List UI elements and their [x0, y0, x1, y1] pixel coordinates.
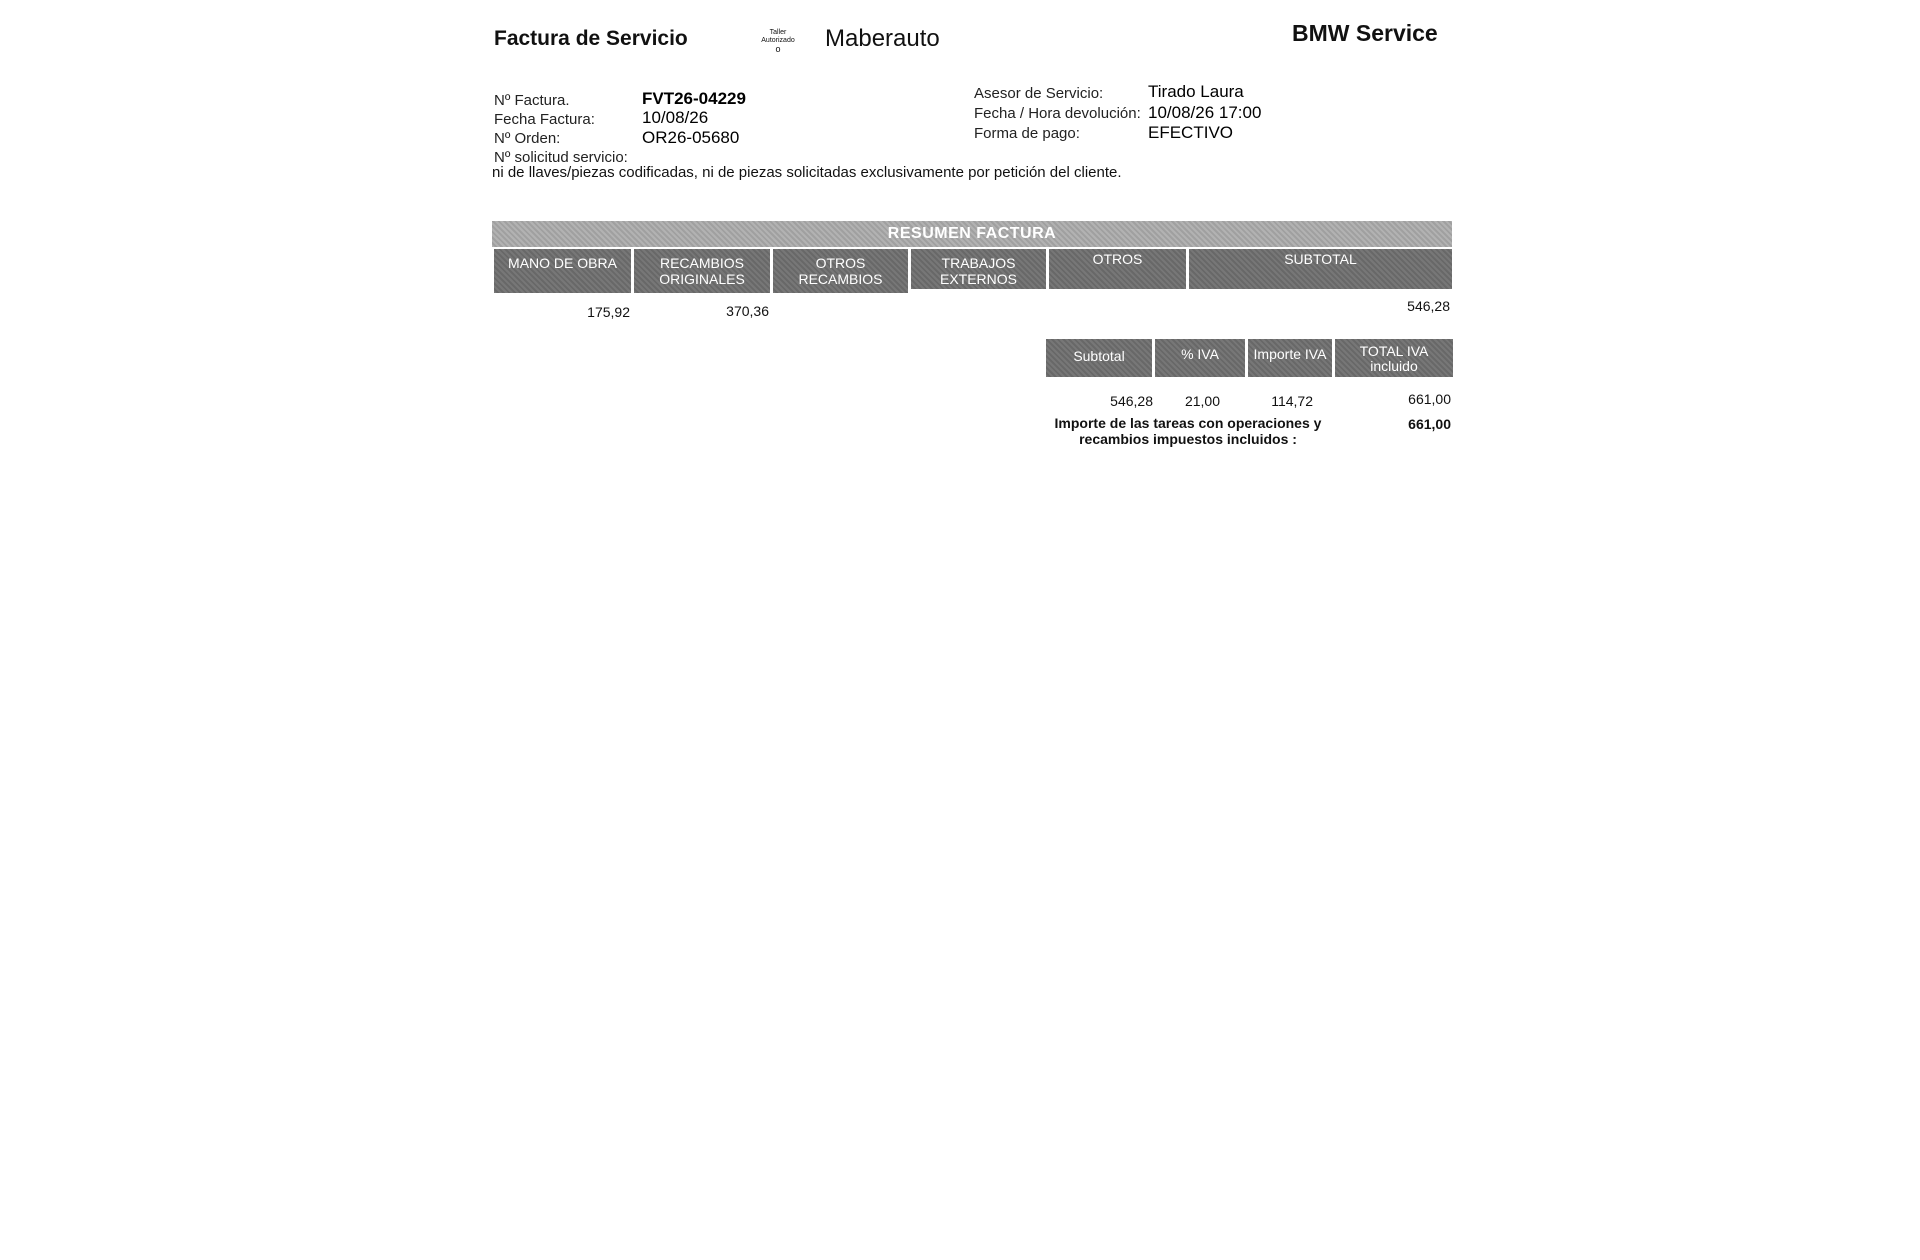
invoice-date-label: Fecha Factura:	[494, 111, 595, 128]
col-original-parts: RECAMBIOS ORIGINALES	[634, 249, 770, 293]
col-others: OTROS	[1049, 249, 1186, 289]
service-advisor: Tirado Laura	[1148, 82, 1244, 101]
workshop-mark-line2: Autorizado	[761, 37, 795, 44]
col-other-parts: OTROS RECAMBIOS	[773, 249, 908, 293]
labor-value: 175,92	[587, 304, 630, 320]
vat-col-amount: Importe IVA	[1248, 339, 1332, 377]
brand-name: BMW Service	[1292, 20, 1438, 46]
col-external-work: TRABAJOS EXTERNOS	[911, 249, 1046, 289]
vat-amount-value: 114,72	[1271, 393, 1313, 409]
col-labor: MANO DE OBRA	[494, 249, 631, 293]
service-advisor-label: Asesor de Servicio:	[974, 85, 1104, 102]
vat-subtotal-value: 546,28	[1110, 393, 1153, 409]
return-datetime: 10/08/26 17:00	[1148, 103, 1262, 122]
return-datetime-label: Fecha / Hora devolución:	[974, 105, 1141, 122]
summary-subtotal-value: 546,28	[1407, 298, 1450, 314]
vat-col-total: TOTAL IVA incluido	[1335, 339, 1453, 377]
invoice-note: ni de llaves/piezas codificadas, ni de piezas solicitadas exclusivamente por petición del cliente.	[492, 164, 1122, 181]
vat-total-value: 661,00	[1408, 391, 1451, 407]
vat-col-percent: % IVA	[1155, 339, 1245, 377]
service-request-label: Nº solicitud servicio:	[494, 149, 628, 166]
original-parts-value: 370,36	[726, 303, 769, 319]
col-subtotal: SUBTOTAL	[1189, 249, 1452, 289]
payment-method: EFECTIVO	[1148, 123, 1234, 142]
invoice-date: 10/08/26	[642, 108, 709, 127]
dealer-name: Maberauto	[825, 25, 940, 52]
total-amount-label: Importe de las tareas con operaciones y recambios impuestos incluidos :	[1054, 415, 1322, 447]
document-title: Factura de Servicio	[494, 27, 688, 50]
total-amount-value: 661,00	[1408, 416, 1451, 432]
vat-col-subtotal: Subtotal	[1046, 339, 1152, 377]
order-number-label: Nº Orden:	[494, 130, 561, 147]
workshop-mark-line1: Taller	[769, 29, 787, 36]
vat-percent-value: 21,00	[1184, 393, 1220, 409]
summary-header: RESUMEN FACTURA	[492, 221, 1452, 247]
authorized-workshop-mark	[754, 29, 802, 54]
invoice-number: FVT26-04229	[642, 89, 746, 108]
payment-method-label: Forma de pago:	[974, 125, 1080, 142]
order-number: OR26-05680	[642, 128, 740, 147]
invoice-number-label: Nº Factura.	[494, 92, 570, 109]
workshop-mark-dot: o	[775, 44, 781, 54]
